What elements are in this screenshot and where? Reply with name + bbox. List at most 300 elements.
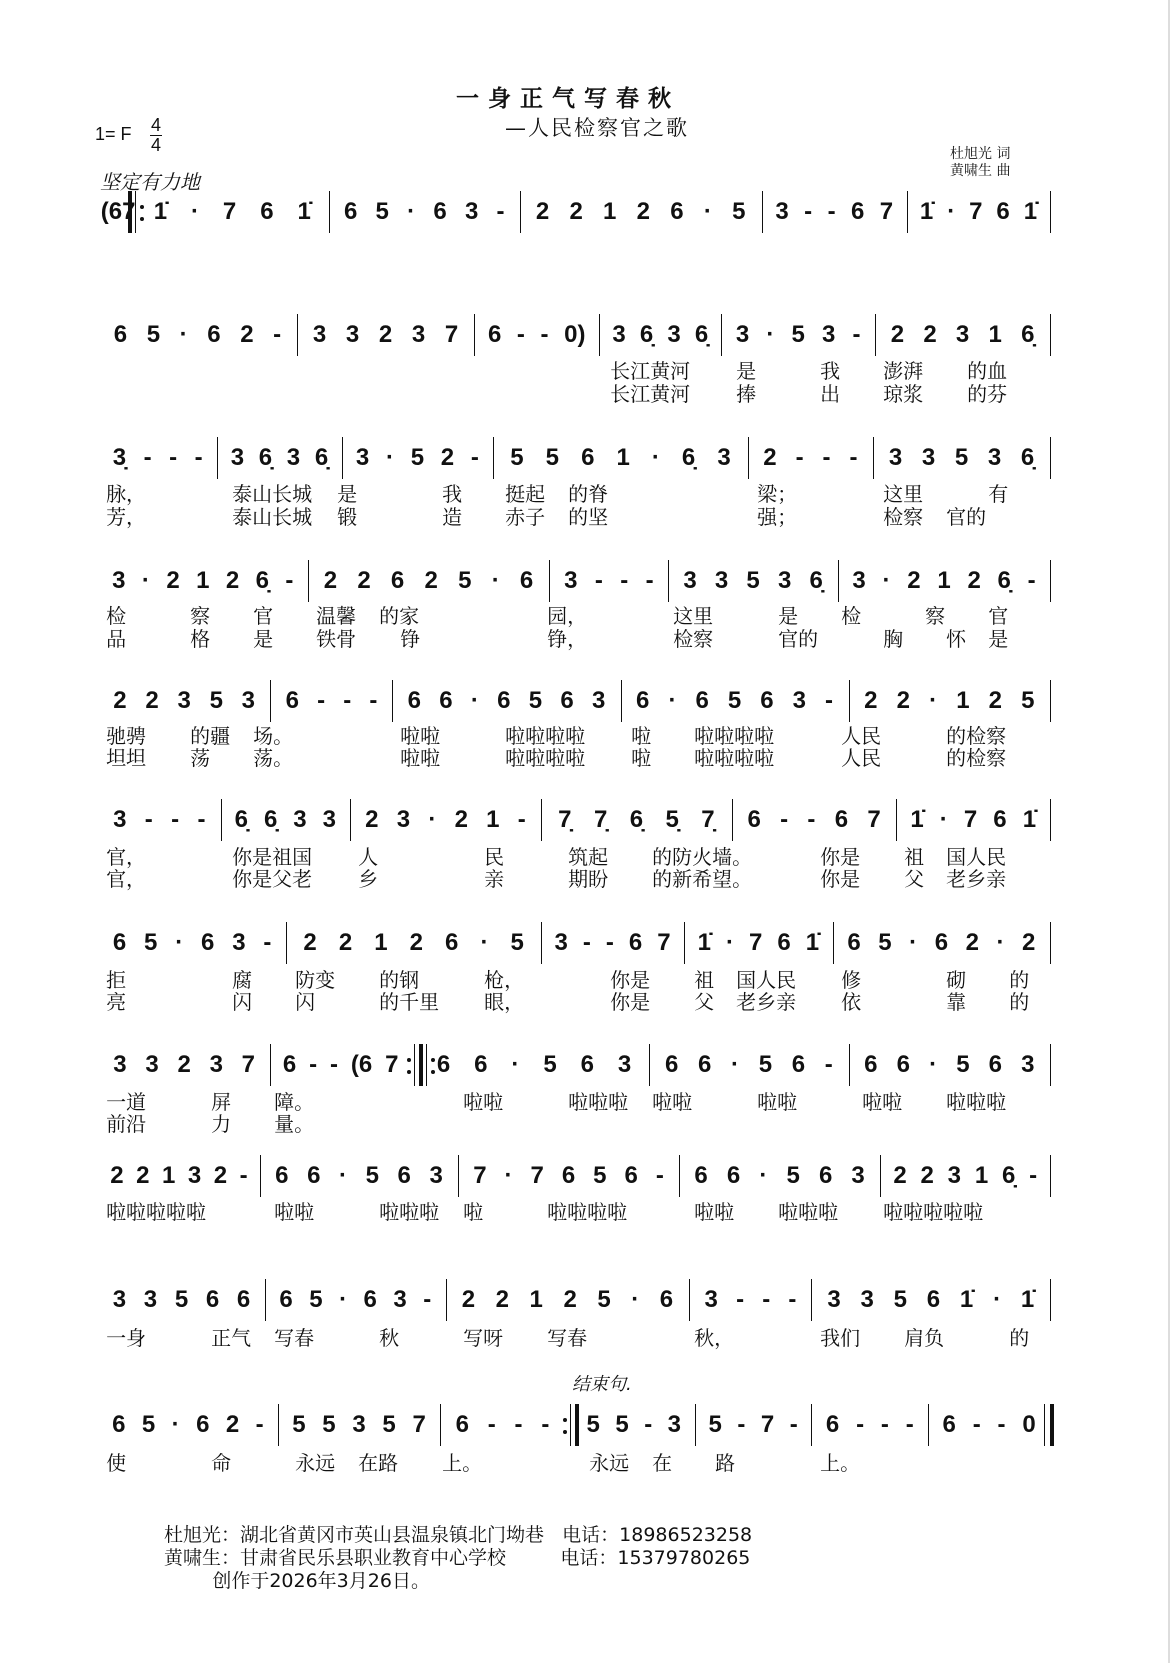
note: 1 [974,1162,989,1190]
note: · [491,567,500,595]
lyric-syllable: 啦啦啦啦 [547,1200,628,1225]
note: 3 [955,321,970,349]
note: 3 [851,1162,865,1190]
note: 5 [382,1410,396,1438]
lyric-syllable: 老乡亲 [946,867,1007,892]
note: 1̇ [1020,1286,1035,1314]
bar-line [896,799,897,841]
note: 5 [322,1410,336,1438]
note: - [795,444,804,472]
bar-line [446,1279,447,1321]
bar-line [1050,922,1051,964]
lyric-syllable: 的 [1009,1325,1030,1350]
lyric-syllable: 筑起 [568,845,609,870]
lyric-syllable: 啦 [631,746,652,771]
contact-name: 杜旭光： [164,1524,241,1546]
measure [425,1045,643,1085]
note: 5 [791,321,805,349]
note: - [997,1410,1006,1438]
bar-line [811,1404,812,1446]
bar-line [458,1155,459,1197]
note: - [541,1410,550,1438]
lyric-syllable: 啦 [631,724,652,749]
note: 3 [396,805,411,833]
note: · [759,1162,768,1190]
bar-line [1050,1044,1051,1086]
note: 6 [279,1286,293,1314]
note: - [423,1286,432,1314]
time-signature-top: 4 [150,115,161,135]
note: 3 [464,198,479,226]
lyric-syllable: 祖 [694,968,715,993]
note: · [385,444,394,472]
lyric-syllable: 写春 [547,1325,588,1350]
lyric-syllable: 期盼 [568,867,609,892]
note: 5 [141,1410,156,1438]
lyric-syllable: 我 [442,482,463,507]
note: - [788,1286,797,1314]
lyric-syllable: 铮 [400,626,421,651]
note: 7 [530,1162,544,1190]
note: 3 [617,1050,632,1078]
note: 3 [429,1162,443,1190]
note: 2 [357,567,371,595]
note: · [339,1286,348,1314]
note: 3̣ [112,444,127,472]
note: 3 [113,805,127,833]
note: - [514,1410,523,1438]
note: 6 [343,198,358,226]
measure [104,923,280,963]
measure [452,1280,684,1320]
note: - [197,805,206,833]
bar-line [1050,437,1051,479]
note: · [929,1050,938,1078]
note: 6 [942,1410,956,1438]
note: 7 [444,321,459,349]
note: 6̣ [809,567,823,595]
measure [855,681,1045,721]
measure [881,315,1044,355]
contact-address: 湖北省黄冈市英山县温泉镇北门坳巷 [240,1524,545,1546]
note: 6 [993,805,1007,833]
composer-credit: 黄啸生 曲 [950,163,1011,179]
lyric-syllable: 拒 [106,968,127,993]
note: - [169,444,178,472]
note: 5 [878,929,892,956]
note: - [807,805,816,833]
note: 6̣ [258,444,273,472]
lyric-syllable: 祖 [904,845,925,870]
note: 1 [603,198,617,226]
bar-line [649,1044,650,1086]
lyric-syllable: 这里 [883,482,924,507]
note: · [668,687,677,715]
note: - [780,805,789,833]
note: 6 [777,929,791,956]
note: - [540,321,549,349]
note: · [996,929,1005,956]
lyric-syllable: 量。 [274,1112,315,1137]
bar-line [440,1404,441,1446]
note: - [273,321,282,349]
repeat-thick [419,1044,423,1086]
lyric-syllable: 是 [253,626,274,651]
note: 5 [528,687,543,715]
bar-line [541,922,542,964]
note: 6̣ [639,321,654,349]
lyric-syllable: 你是父老 [232,867,313,892]
song-subtitle: —人民检察官之歌 [505,116,689,140]
measure [605,315,715,355]
bar-line [270,680,271,722]
note: 6 [636,687,650,715]
lyric-syllable: 的坚 [568,504,609,529]
lyric-syllable: 前沿 [106,1112,147,1137]
note: · [407,198,416,226]
lyric-syllable: 胸 [883,626,904,651]
note: · [179,321,188,349]
note: 2 [763,444,777,472]
note: 2 [225,567,240,595]
measure [879,438,1044,478]
note: 6 [847,929,861,956]
lyric-syllable: 一身 [106,1325,147,1350]
measure [902,800,1044,840]
note: · [171,1410,180,1438]
note: 2 [636,198,650,226]
measure [446,1405,559,1445]
note: 2 [409,929,423,956]
lyric-syllable: 泰山长城 [232,482,313,507]
lyricist-credit: 杜旭光 词 [950,146,1011,162]
note: 6 [825,1410,840,1438]
note: 2 [323,567,338,595]
note: 2 [145,687,159,715]
note: 6 [207,321,221,349]
lyric-syllable: 使 [106,1450,127,1475]
lyric-syllable: 的血 [967,359,1008,384]
note: 2 [965,929,979,956]
lyric-syllable: 啦啦啦啦 [694,746,775,771]
measure [227,800,344,840]
note: 2 [988,687,1003,715]
lyric-syllable: 闪 [295,990,316,1015]
note: 6 [818,1162,833,1190]
note: 6 [659,1286,674,1314]
note: · [993,1286,1002,1314]
lyric-syllable: 眼， [484,990,525,1015]
lyric-syllable: 出 [820,381,841,406]
note: - [369,687,378,715]
bar-line [833,922,834,964]
note: 3 [775,198,789,226]
bar-line [297,314,298,356]
note: 2 [864,687,878,715]
note: 6 [864,1050,878,1078]
note: 6 [285,687,299,715]
note: 5 [746,567,760,595]
note: 6̣ [1021,321,1035,349]
bar-line [265,1279,266,1321]
note: 3 [209,1050,223,1078]
note: 3 [286,444,301,472]
note: - [1029,1162,1038,1190]
note: 6 [407,687,421,715]
note: 6̣ [263,805,278,833]
lyric-syllable: 的 [1009,968,1030,993]
lyric-syllable: 写呀 [463,1325,504,1350]
note: 3 [112,567,126,595]
note: 6 [926,1286,941,1314]
lyric-syllable: 国人民 [946,845,1007,870]
note: 6 [445,929,459,956]
lyric-syllable: 啦啦 [694,1200,735,1225]
note: 6 [436,1050,451,1078]
note: - [255,1410,264,1438]
note: - [825,687,834,715]
note: · [726,929,735,956]
phone-number: 18986523258 [619,1524,753,1546]
note: 1 [161,1162,176,1190]
lyric-syllable: 这里 [673,604,714,629]
note: 5 [545,444,560,472]
note: · [480,929,489,956]
bar-line [668,560,669,602]
note: - [594,567,603,595]
note: 1 [956,687,970,715]
note: 1 [196,567,210,595]
repeat-start-thin [135,191,136,233]
note: - [737,1410,746,1438]
measure [844,561,1044,601]
note: 5 [146,321,161,349]
note: 3 [714,567,729,595]
bar-line [689,1279,690,1321]
note: 2 [923,321,937,349]
note: 1 [988,321,1002,349]
bar-line [541,799,542,841]
measure [674,561,832,601]
lyric-syllable: 民 [484,845,505,870]
lyric-syllable: 在 [652,1450,673,1475]
note: - [516,321,525,349]
lyric-syllable: 格 [190,626,211,651]
measure [695,1280,805,1320]
note: · [939,805,948,833]
note: 5 [292,1410,306,1438]
note: 1̇ [805,929,820,956]
song-title: 一身正气写春秋 [456,86,680,112]
measure [464,1156,673,1196]
note: 6̣ [1020,444,1035,472]
lyric-syllable: 啦啦 [400,746,441,771]
time-signature [150,116,162,155]
note: - [1027,567,1036,595]
note: 3 [667,321,681,349]
bar-line [260,1155,261,1197]
note: 6 [698,1050,712,1078]
note: 7 [760,1410,775,1438]
note: 3 [735,321,750,349]
note: 5 [954,444,969,472]
note: 0) [564,321,586,349]
lyric-syllable: 是 [337,482,358,507]
note: 7̣ [558,805,572,833]
lyric-syllable: 国人民 [736,968,797,993]
lyric-syllable: 怀 [946,626,967,651]
measure [104,315,291,355]
bar-line [1050,799,1051,841]
note: - [517,805,526,833]
note: 3 [852,567,866,595]
note: 3 [888,444,903,472]
note: - [285,567,294,595]
measure [839,923,1044,963]
note: 1̇ [910,805,924,833]
note: 3 [293,805,307,833]
measure [480,315,593,355]
bar-line [684,922,685,964]
note: 6̣ [694,321,709,349]
note: - [822,444,831,472]
lyric-syllable: 正气 [211,1325,252,1350]
lyric-syllable: 上。 [820,1450,861,1475]
lyric-syllable: 是 [778,604,799,629]
note: 2 [166,567,180,595]
note: 6 [201,929,215,956]
note: 2 [907,567,921,595]
lyric-syllable: 肩负 [904,1325,945,1350]
bar-line [1050,314,1051,356]
bar-line [695,1404,696,1446]
note: 5 [209,687,223,715]
lyric-syllable: 铮， [547,626,588,651]
lyric-syllable: 你是 [820,845,861,870]
bar-line [838,560,839,602]
lyric-syllable: 老乡亲 [736,990,797,1015]
note: 2 [225,1410,240,1438]
note: 3 [355,444,370,472]
lyric-syllable: 官的 [946,504,987,529]
lyric-syllable: 是 [736,359,757,384]
note: 5 [708,1410,722,1438]
measure [817,1405,922,1445]
lyric-syllable: 长江黄河 [610,359,691,384]
note: 6 [628,929,643,956]
lyric-syllable: 枪， [484,968,525,993]
note: 3 [112,1286,127,1314]
lyric-syllable: 有 [988,482,1009,507]
lyric-syllable: 品 [106,626,127,651]
note: 6 [834,805,849,833]
note: - [655,1162,664,1190]
note: - [905,1410,914,1438]
note: 3 [987,444,1002,472]
note: 7̣ [593,805,608,833]
bar-line [278,1404,279,1446]
note: 1̇ [1022,805,1037,833]
measure [754,438,867,478]
tempo-marking: 坚定有力地 [100,170,200,194]
measure [266,1156,452,1196]
final-thick [1050,1404,1054,1446]
note: 6 [996,198,1010,226]
bar-line [329,191,330,233]
note: 2 [890,321,905,349]
note: 1̇ [153,198,168,226]
bar-line [621,680,622,722]
lyric-syllable: 的检察 [946,746,1007,771]
lyric-syllable: 荡。 [253,746,294,771]
bar-line [748,437,749,479]
note: 1 [374,929,388,956]
note: 5 [375,198,389,226]
note: · [141,567,150,595]
lyric-syllable: 强； [757,504,798,529]
note: · [339,1162,348,1190]
note: 5 [410,444,425,472]
note: - [880,1410,889,1438]
measure [526,192,756,232]
measure [547,800,726,840]
note: 6 [112,929,127,956]
note: 1̇ [697,929,712,956]
note: 3 [177,687,191,715]
note: 5 [727,687,742,715]
note: 6 [113,321,128,349]
note: 5 [543,1050,557,1078]
note: 6 [670,198,684,226]
note: 6 [205,1286,220,1314]
note: 5 [458,567,472,595]
note: 6 [519,567,534,595]
lyric-syllable: 依 [841,990,862,1015]
note: 3 [393,1286,407,1314]
note: 5 [586,1410,600,1438]
lyric-syllable: 屏 [211,1090,232,1115]
lyric-syllable: 路 [715,1450,736,1475]
note: 6̣ [1002,1162,1016,1190]
measure [398,681,614,721]
note: - [330,1050,339,1078]
lyric-syllable: 检察 [673,626,714,651]
note: 5 [758,1050,773,1078]
note: 7 [122,198,136,226]
note: 2 [378,321,393,349]
note: 6 [760,687,774,715]
note: 7 [222,198,237,226]
note: 5 [144,929,158,956]
bar-line [599,314,600,356]
note: 2 [365,805,379,833]
lyric-syllable: 啦啦 [400,724,441,749]
measure [855,1045,1045,1085]
lyric-syllable: 的芬 [967,381,1008,406]
bar-line [392,680,393,722]
lyric-syllable: 人 [358,845,379,870]
note: 2 [896,687,910,715]
note: 5̣ [665,805,679,833]
repeat-dot [563,1418,567,1422]
note: (6 [100,198,123,226]
note: 0 [1022,1410,1036,1438]
lyric-syllable: 官的 [778,626,819,651]
contact-line [164,1547,752,1570]
note: - [762,1286,771,1314]
note: · [703,198,712,226]
note: 2 [461,1286,476,1314]
